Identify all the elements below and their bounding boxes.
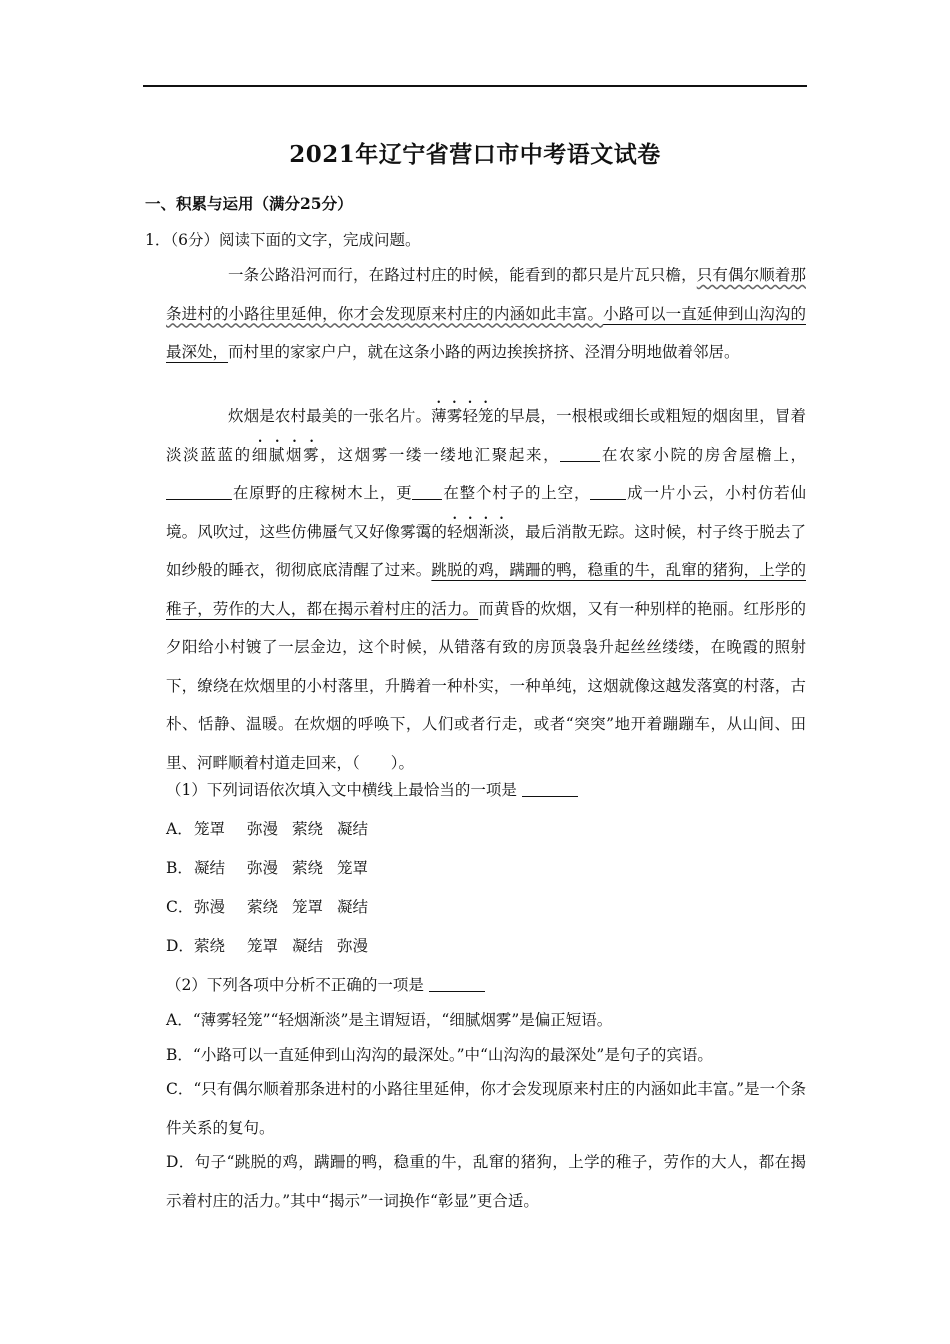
- para2-text-k: ，最后消散无踪。这时候，村子终于脱去了如纱般的睡衣，彻彻底底清醒了过来。: [166, 522, 806, 579]
- para1-underlined-sentence-c: 小路可以一直延伸到山沟沟的最深处，: [166, 304, 806, 361]
- para1-underlined-sentence-b: 只有偶尔顺着那条进村的小路往里延伸，你才会发现原来村庄的内涵如此丰富。: [166, 266, 806, 323]
- option-word: 萦绕: [247, 898, 279, 916]
- option-word: 萦绕: [194, 937, 226, 955]
- option-word: 笼罩: [337, 859, 369, 877]
- option-word: 凝结: [337, 898, 369, 916]
- para2-text-h: 在整个村子的上空，: [442, 484, 591, 502]
- option-word: 弥漫: [337, 937, 369, 955]
- option-key: B．: [166, 859, 193, 877]
- sub-question-1-text: （1）下列词语依次填入文中横线上最恰当的一项是: [166, 781, 517, 799]
- para2-dotted-phrase-j: 轻烟渐淡: [447, 522, 510, 541]
- para2-text-c: 的早晨，一根根或细长或粗短的烟囱里，冒着淡淡蓝蓝的: [166, 407, 806, 464]
- option-word: 笼罩: [194, 820, 226, 838]
- fill-blank-4[interactable]: [590, 483, 626, 500]
- fill-blank-3[interactable]: [412, 483, 442, 500]
- answer-blank-2[interactable]: [429, 975, 485, 992]
- fill-blank-1[interactable]: [560, 445, 600, 462]
- sub-question-2-text: （2）下列各项中分析不正确的一项是: [166, 976, 424, 994]
- option-d[interactable]: [166, 934, 382, 956]
- header-rule: [143, 85, 807, 87]
- sub-question-2-stem: [166, 973, 485, 995]
- para1-text-d: 而村里的家家户户，就在这条小路的两边挨挨挤挤、泾渭分明地做着邻居。: [228, 343, 740, 361]
- option-word: 笼罩: [292, 898, 324, 916]
- para2-dotted-phrase-d: 细腻烟雾: [251, 445, 321, 464]
- para2-dotted-phrase-b: 薄雾轻笼: [431, 407, 494, 425]
- sub2-option-d[interactable]: D．句子“跳脱的鸡，蹒跚的鸭，稳重的牛，乱窜的猪狗，上学的稚子，劳作的大人，都在揭示着村庄的活力。”其中“揭示”一词换作“彰显”更合适。: [166, 1153, 806, 1210]
- passage-paragraph-1: [166, 256, 806, 372]
- para2-text-m: 而黄昏的炊烟，又有一种别样的艳丽。红彤彤的夕阳给小村镀了一层金边，这个时候，从错落有致的房顶袅袅升起丝丝缕缕，在晚霞的照射下，缭绕在炊烟里的小村落里，升腾着一种朴实，一种单纯，这烟就像这越发落寞的村落，古朴、恬静、温暖。在炊烟的呼唤下，人们或者行走，或者“突突”地开着蹦蹦车，从山间、田里、河畔顺着村道走回来，（ ）。: [166, 599, 806, 772]
- option-word: 凝结: [337, 820, 369, 838]
- para1-text-a: 一条公路沿河而行，在路过村庄的时候，能看到的都只是片瓦只檐，: [228, 266, 697, 284]
- section-heading: 一、积累与运用（满分25分）: [145, 194, 353, 213]
- option-word: 弥漫: [247, 820, 279, 838]
- para2-text-f: 在农家小院的房舍屋檐上，: [600, 445, 806, 464]
- option-word: 弥漫: [247, 859, 279, 877]
- passage-paragraph-2: [166, 397, 806, 782]
- para2-text-a: 炊烟是农村最美的一张名片。: [228, 407, 432, 425]
- para2-underlined-sentence-l: 跳脱的鸡，蹒跚的鸭，稳重的牛，乱窜的猪狗，上学的稚子，劳作的大人，都在揭示着村庄的活力。: [166, 561, 806, 618]
- fill-blank-2[interactable]: [166, 483, 232, 500]
- option-c[interactable]: [166, 895, 382, 917]
- option-word: 笼罩: [247, 937, 279, 955]
- para2-text-i: 成一片小云，小村仿若仙境。风吹过，这些仿佛蜃气又好像雾霭的: [166, 484, 806, 541]
- page-title: 2021年辽宁省营口市中考语文试卷: [289, 141, 661, 168]
- sub2-option-c[interactable]: C．“只有偶尔顺着那条进村的小路往里延伸，你才会发现原来村庄的内涵如此丰富。”是一个条件关系的复句。: [166, 1080, 806, 1137]
- sub-question-1-stem: [166, 778, 578, 800]
- option-word: 弥漫: [194, 898, 226, 916]
- para2-text-e: ，这烟雾一缕一缕地汇聚起来，: [320, 445, 561, 464]
- option-word: 凝结: [292, 937, 324, 955]
- sub2-option-a[interactable]: A．“薄雾轻笼”“轻烟渐淡”是主谓短语，“细腻烟雾”是偏正短语。: [166, 1011, 613, 1029]
- sub2-option-b[interactable]: B．“小路可以一直延伸到山沟沟的最深处。”中“山沟沟的最深处”是句子的宾语。: [166, 1046, 713, 1064]
- option-key: A．: [166, 820, 193, 838]
- option-a[interactable]: [166, 817, 382, 839]
- option-b[interactable]: [166, 856, 382, 878]
- option-word: 萦绕: [292, 859, 324, 877]
- para2-text-g: 在原野的庄稼树木上，更: [232, 484, 413, 502]
- option-word: 凝结: [194, 859, 226, 877]
- option-word: 萦绕: [292, 820, 324, 838]
- answer-blank-1[interactable]: [522, 780, 578, 797]
- option-key: D．: [166, 937, 194, 955]
- question-1-stem: 1．（6分）阅读下面的文字，完成问题。: [145, 231, 421, 249]
- option-key: C．: [166, 898, 194, 916]
